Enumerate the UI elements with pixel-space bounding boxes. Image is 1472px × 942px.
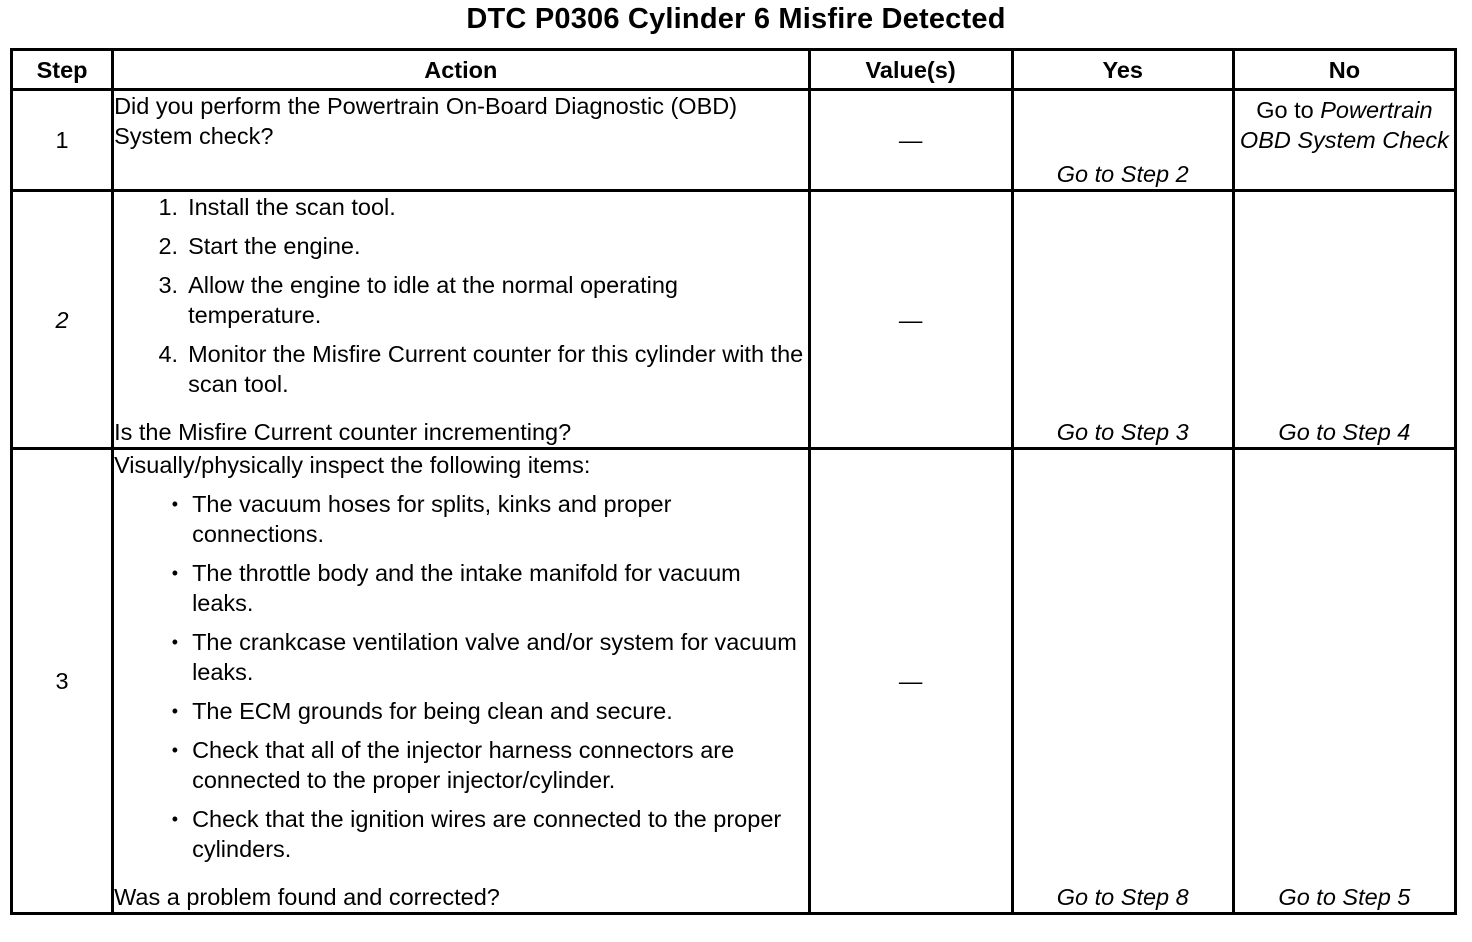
diagnostic-table [10,48,1457,915]
action-question: Was a problem found and corrected? [114,884,500,910]
yes-cell: Go to Step 8 [1012,449,1233,914]
item-text: The ECM grounds for being clean and secure. [192,698,673,724]
yes-cell: Go to Step 3 [1012,191,1233,449]
value-cell: — [809,191,1012,449]
bullet-icon: • [171,563,179,583]
item-text: The crankcase ventilation valve and/or system for vacuum leaks. [192,629,797,685]
item-text: Install the scan tool. [188,194,396,220]
list-item [114,558,807,618]
action-cell [113,90,809,191]
action-intro: Visually/physically inspect the following items: [114,452,591,478]
item-number: 4. [158,341,179,367]
item-text: The throttle body and the intake manifold for vacuum leaks. [192,560,741,616]
table-row-step-2 [12,191,1456,449]
list-item [114,339,807,399]
bullet-list [114,489,807,873]
yes-cell: Go to Step 2 [1012,90,1233,191]
table-row-step-3 [12,449,1456,914]
list-item [114,627,807,687]
document-title: DTC P0306 Cylinder 6 Misfire Detected [466,3,1006,35]
header-yes: Yes [1012,50,1233,90]
bullet-icon: • [171,740,179,760]
no-cell: Go to Step 5 [1233,449,1455,914]
action-cell [113,191,809,449]
table-header-row [12,50,1456,90]
step-number: 2 [12,191,113,449]
value-cell: — [809,90,1012,191]
list-item [114,696,807,726]
item-number: 2. [158,233,179,259]
item-text: Monitor the Misfire Current counter for this cylinder with the scan tool. [188,341,804,397]
header-step: Step [12,50,113,90]
list-item [114,231,807,261]
bullet-icon: • [171,701,179,721]
bullet-icon: • [171,494,179,514]
step-number: 3 [12,449,113,914]
item-text: Check that all of the injector harness connectors are connected to the proper injector/cylinder. [192,737,735,793]
list-item [114,270,807,330]
value-cell: — [809,449,1012,914]
item-text: The vacuum hoses for splits, kinks and proper connections. [192,491,672,547]
header-values: Value(s) [809,50,1012,90]
list-item [114,489,807,549]
action-question: Is the Misfire Current counter incrementing? [114,419,572,445]
list-item [114,735,807,795]
numbered-steps [114,192,807,408]
bullet-icon: • [171,632,179,652]
table-row-step-1 [12,90,1456,191]
no-link-text: Powertrain OBD System Check [1239,97,1449,153]
list-item [114,192,807,222]
action-text: Did you perform the Powertrain On-Board Diagnostic (OBD) System check? [114,93,738,149]
step-number: 1 [12,90,113,191]
item-text: Allow the engine to idle at the normal operating temperature. [188,272,678,328]
bullet-icon: • [171,809,179,829]
no-prefix: Go to [1256,97,1314,123]
item-text: Start the engine. [188,233,361,259]
item-text: Check that the ignition wires are connected to the proper cylinders. [192,806,782,862]
action-cell [113,449,809,914]
item-number: 1. [158,194,179,220]
header-no: No [1233,50,1455,90]
no-cell [1233,90,1455,191]
header-action: Action [113,50,809,90]
list-item [114,804,807,864]
no-cell: Go to Step 4 [1233,191,1455,449]
item-number: 3. [158,272,179,298]
